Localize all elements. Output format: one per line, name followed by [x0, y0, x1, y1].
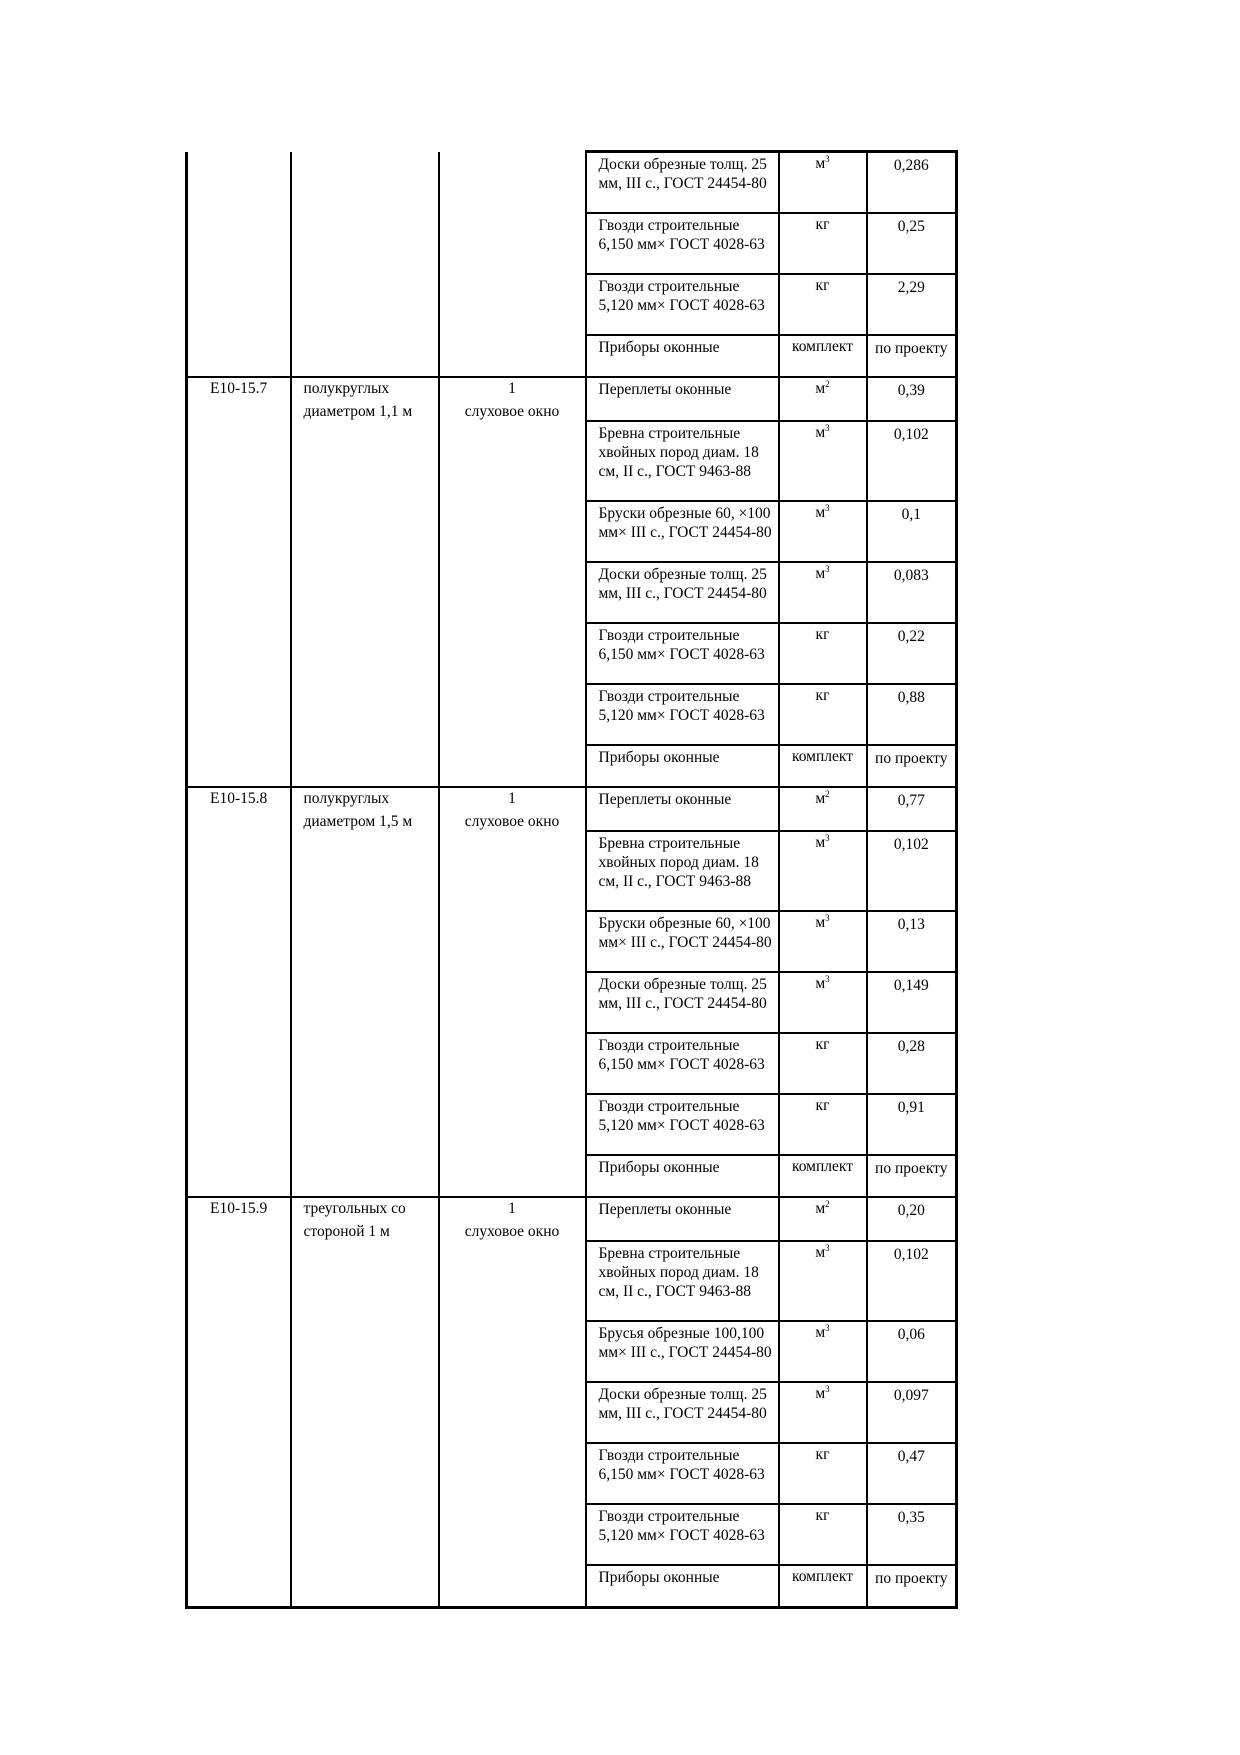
- norm-code: [187, 684, 291, 745]
- norm-code: Е10-15.8: [187, 787, 291, 831]
- material-quantity: 0,083: [867, 562, 957, 623]
- table-row: [187, 501, 957, 562]
- norm-code: [187, 972, 291, 1033]
- norm-code: [187, 213, 291, 274]
- material-unit: [779, 1033, 867, 1094]
- table-row: [187, 745, 957, 787]
- table-row: [187, 421, 957, 501]
- material-quantity: 0,102: [867, 831, 957, 911]
- table-row: [187, 1197, 957, 1241]
- norm-code: [187, 1382, 291, 1443]
- material-quantity: 0,22: [867, 623, 957, 684]
- measure-label: слуховое окно: [464, 813, 560, 830]
- work-name: [291, 1382, 439, 1443]
- material-quantity: 0,102: [867, 1241, 957, 1321]
- measure-unit: [439, 1241, 586, 1321]
- unit-exponent: 2: [825, 789, 830, 799]
- material-name: Приборы оконные: [586, 1155, 779, 1197]
- material-name: Доски обрезные толщ. 25 мм, III с., ГОСТ 24454-80: [586, 1382, 779, 1443]
- measure-unit: [439, 623, 586, 684]
- work-name: [291, 152, 439, 214]
- material-name: Доски обрезные толщ. 25 мм, III с., ГОСТ 24454-80: [586, 972, 779, 1033]
- norm-code: [187, 501, 291, 562]
- material-unit: [779, 1241, 867, 1321]
- measure-unit: [439, 1443, 586, 1504]
- unit-exponent: 3: [825, 564, 830, 574]
- norm-code: [187, 562, 291, 623]
- material-quantity: 0,06: [867, 1321, 957, 1382]
- material-name: Гвозди строительные 5,120 мм× ГОСТ 4028-63: [586, 1504, 779, 1565]
- table-row: [187, 274, 957, 335]
- material-name: Гвозди строительные 5,120 мм× ГОСТ 4028-63: [586, 1094, 779, 1155]
- norm-code: [187, 274, 291, 335]
- material-name: Доски обрезные толщ. 25 мм, III с., ГОСТ 24454-80: [586, 152, 779, 214]
- material-name: Бревна строительные хвойных пород диам. 18 см, II с., ГОСТ 9463-88: [586, 1241, 779, 1321]
- material-name: Переплеты оконные: [586, 377, 779, 421]
- work-name: [291, 377, 439, 421]
- unit-text: м: [815, 975, 826, 992]
- material-quantity: 0,13: [867, 911, 957, 972]
- unit-text: м: [815, 1385, 826, 1402]
- unit-exponent: 3: [825, 1323, 830, 1333]
- norm-code: [187, 623, 291, 684]
- unit-text: м: [815, 155, 826, 172]
- measure-unit: [439, 1504, 586, 1565]
- material-name: Гвозди строительные 6,150 мм× ГОСТ 4028-63: [586, 623, 779, 684]
- work-name-line-2: стороной 1 м: [303, 1223, 390, 1240]
- unit-text: м: [815, 1200, 826, 1217]
- unit-exponent: 3: [825, 974, 830, 984]
- measure-unit: [439, 562, 586, 623]
- table-row: [187, 1094, 957, 1155]
- work-name: [291, 213, 439, 274]
- unit-text: кг: [815, 277, 830, 294]
- material-unit: [779, 745, 867, 787]
- material-name: Приборы оконные: [586, 1565, 779, 1608]
- material-name: Бруски обрезные 60, ×100 мм× III с., ГОСТ 24454-80: [586, 911, 779, 972]
- table-row: [187, 1504, 957, 1565]
- measure-unit: [439, 335, 586, 377]
- work-name: [291, 1197, 439, 1241]
- work-name: [291, 1504, 439, 1565]
- unit-text: м: [815, 1324, 826, 1341]
- unit-exponent: 2: [825, 379, 830, 389]
- unit-text: комплект: [791, 748, 854, 765]
- norm-code: [187, 1033, 291, 1094]
- table-row: [187, 623, 957, 684]
- table-row: [187, 562, 957, 623]
- material-name: Доски обрезные толщ. 25 мм, III с., ГОСТ 24454-80: [586, 562, 779, 623]
- measure-label: слуховое окно: [464, 1223, 560, 1240]
- table-row: [187, 684, 957, 745]
- table-row: [187, 335, 957, 377]
- measure-unit: [439, 421, 586, 501]
- table-row: [187, 1321, 957, 1382]
- measure-unit: [439, 1033, 586, 1094]
- material-name: Приборы оконные: [586, 335, 779, 377]
- unit-text: кг: [815, 1507, 830, 1524]
- material-quantity: по проекту: [867, 745, 957, 787]
- material-unit: [779, 831, 867, 911]
- work-name-line-2: диаметром 1,1 м: [303, 403, 413, 420]
- unit-exponent: 3: [825, 913, 830, 923]
- material-unit: [779, 787, 867, 831]
- work-name-line-1: полукруглых: [303, 790, 390, 807]
- material-unit: [779, 1504, 867, 1565]
- norm-code: [187, 1565, 291, 1608]
- material-name: Гвозди строительные 5,120 мм× ГОСТ 4028-63: [586, 684, 779, 745]
- table-row: [187, 787, 957, 831]
- unit-exponent: 2: [825, 1199, 830, 1209]
- measure-unit: [439, 745, 586, 787]
- measure-count: 1: [508, 790, 516, 807]
- table-row: [187, 1382, 957, 1443]
- work-name: [291, 911, 439, 972]
- unit-text: м: [815, 834, 826, 851]
- material-quantity: 0,286: [867, 152, 957, 214]
- unit-text: м: [815, 380, 826, 397]
- measure-unit: [439, 501, 586, 562]
- unit-exponent: 3: [825, 833, 830, 843]
- norm-code: [187, 421, 291, 501]
- material-quantity: 0,149: [867, 972, 957, 1033]
- norm-code: [187, 1094, 291, 1155]
- table-row: [187, 1443, 957, 1504]
- norm-code: Е10-15.9: [187, 1197, 291, 1241]
- material-unit: [779, 562, 867, 623]
- material-quantity: 0,25: [867, 213, 957, 274]
- material-unit: [779, 501, 867, 562]
- material-quantity: 0,35: [867, 1504, 957, 1565]
- measure-unit: [439, 1565, 586, 1608]
- material-unit: [779, 377, 867, 421]
- work-name: [291, 1033, 439, 1094]
- measure-label: слуховое окно: [464, 403, 560, 420]
- norm-code: [187, 745, 291, 787]
- work-name: [291, 1565, 439, 1608]
- material-unit: [779, 335, 867, 377]
- norm-code: [187, 1443, 291, 1504]
- norm-code: [187, 152, 291, 214]
- material-unit: [779, 972, 867, 1033]
- measure-unit: [439, 1321, 586, 1382]
- unit-text: кг: [815, 1097, 830, 1114]
- material-name: Переплеты оконные: [586, 1197, 779, 1241]
- unit-text: м: [815, 504, 826, 521]
- material-quantity: 0,097: [867, 1382, 957, 1443]
- unit-exponent: 3: [825, 154, 830, 164]
- material-quantity: по проекту: [867, 335, 957, 377]
- material-unit: [779, 684, 867, 745]
- material-unit: [779, 152, 867, 214]
- table-row: [187, 1241, 957, 1321]
- material-unit: [779, 1321, 867, 1382]
- material-quantity: 0,91: [867, 1094, 957, 1155]
- measure-unit: [439, 152, 586, 214]
- material-unit: [779, 1155, 867, 1197]
- unit-text: комплект: [791, 338, 854, 355]
- material-name: Бревна строительные хвойных пород диам. 18 см, II с., ГОСТ 9463-88: [586, 831, 779, 911]
- table-row: [187, 831, 957, 911]
- measure-unit: [439, 1197, 586, 1241]
- material-quantity: 0,77: [867, 787, 957, 831]
- work-name: [291, 787, 439, 831]
- unit-text: кг: [815, 1036, 830, 1053]
- unit-text: м: [815, 790, 826, 807]
- norm-code: [187, 1504, 291, 1565]
- unit-text: кг: [815, 626, 830, 643]
- work-name: [291, 1321, 439, 1382]
- material-quantity: 0,28: [867, 1033, 957, 1094]
- material-name: Гвозди строительные 6,150 мм× ГОСТ 4028-63: [586, 213, 779, 274]
- work-name: [291, 831, 439, 911]
- material-quantity: 2,29: [867, 274, 957, 335]
- work-name: [291, 562, 439, 623]
- material-unit: [779, 1382, 867, 1443]
- measure-unit: [439, 274, 586, 335]
- work-name: [291, 274, 439, 335]
- norm-code: [187, 335, 291, 377]
- unit-text: комплект: [791, 1158, 854, 1175]
- work-name: [291, 1241, 439, 1321]
- unit-exponent: 3: [825, 423, 830, 433]
- unit-text: м: [815, 914, 826, 931]
- norm-code: [187, 1241, 291, 1321]
- table-row: [187, 1155, 957, 1197]
- material-name: Бревна строительные хвойных пород диам. 18 см, II с., ГОСТ 9463-88: [586, 421, 779, 501]
- measure-unit: [439, 684, 586, 745]
- material-unit: [779, 1197, 867, 1241]
- material-quantity: по проекту: [867, 1155, 957, 1197]
- material-unit: [779, 1094, 867, 1155]
- material-name: Гвозди строительные 5,120 мм× ГОСТ 4028-63: [586, 274, 779, 335]
- measure-unit: [439, 1382, 586, 1443]
- work-name: [291, 1443, 439, 1504]
- table-row: [187, 1033, 957, 1094]
- material-unit: [779, 1565, 867, 1608]
- measure-count: 1: [508, 1200, 516, 1217]
- material-quantity: 0,102: [867, 421, 957, 501]
- material-name: Гвозди строительные 6,150 мм× ГОСТ 4028-63: [586, 1033, 779, 1094]
- measure-unit: [439, 1094, 586, 1155]
- measure-unit: [439, 377, 586, 421]
- table-row: [187, 972, 957, 1033]
- measure-unit: [439, 213, 586, 274]
- materials-table-body: [187, 152, 957, 1608]
- material-unit: [779, 623, 867, 684]
- measure-unit: [439, 972, 586, 1033]
- material-quantity: 0,39: [867, 377, 957, 421]
- table-row: [187, 1565, 957, 1608]
- unit-exponent: 3: [825, 503, 830, 513]
- table-row: [187, 152, 957, 214]
- unit-exponent: 3: [825, 1384, 830, 1394]
- work-name: [291, 684, 439, 745]
- unit-text: кг: [815, 1446, 830, 1463]
- material-quantity: 0,20: [867, 1197, 957, 1241]
- unit-text: м: [815, 565, 826, 582]
- work-name: [291, 972, 439, 1033]
- unit-text: кг: [815, 216, 830, 233]
- work-name: [291, 1094, 439, 1155]
- measure-unit: [439, 831, 586, 911]
- norm-code: Е10-15.7: [187, 377, 291, 421]
- work-name-line-1: треугольных со: [303, 1200, 406, 1217]
- work-name: [291, 501, 439, 562]
- measure-count: 1: [508, 380, 516, 397]
- norm-code: [187, 831, 291, 911]
- work-name: [291, 623, 439, 684]
- work-name: [291, 335, 439, 377]
- material-name: Гвозди строительные 6,150 мм× ГОСТ 4028-63: [586, 1443, 779, 1504]
- material-unit: [779, 911, 867, 972]
- measure-unit: [439, 787, 586, 831]
- norm-code: [187, 911, 291, 972]
- unit-text: м: [815, 424, 826, 441]
- table-row: [187, 377, 957, 421]
- material-name: Брусья обрезные 100,100 мм× III с., ГОСТ 24454-80: [586, 1321, 779, 1382]
- unit-text: комплект: [791, 1568, 854, 1585]
- unit-text: м: [815, 1244, 826, 1261]
- work-name: [291, 421, 439, 501]
- material-unit: [779, 421, 867, 501]
- material-quantity: 0,88: [867, 684, 957, 745]
- material-unit: [779, 1443, 867, 1504]
- table-row: [187, 213, 957, 274]
- material-unit: [779, 213, 867, 274]
- table-row: [187, 911, 957, 972]
- material-quantity: по проекту: [867, 1565, 957, 1608]
- material-quantity: 0,1: [867, 501, 957, 562]
- material-quantity: 0,47: [867, 1443, 957, 1504]
- measure-unit: [439, 911, 586, 972]
- material-unit: [779, 274, 867, 335]
- norm-code: [187, 1155, 291, 1197]
- material-name: Бруски обрезные 60, ×100 мм× III с., ГОСТ 24454-80: [586, 501, 779, 562]
- norm-code: [187, 1321, 291, 1382]
- material-name: Приборы оконные: [586, 745, 779, 787]
- measure-unit: [439, 1155, 586, 1197]
- work-name: [291, 1155, 439, 1197]
- work-name-line-1: полукруглых: [303, 380, 390, 397]
- work-name-line-2: диаметром 1,5 м: [303, 813, 413, 830]
- unit-text: кг: [815, 687, 830, 704]
- materials-table: [185, 150, 958, 1609]
- unit-exponent: 3: [825, 1243, 830, 1253]
- work-name: [291, 745, 439, 787]
- material-name: Переплеты оконные: [586, 787, 779, 831]
- document-page: [185, 150, 955, 1609]
